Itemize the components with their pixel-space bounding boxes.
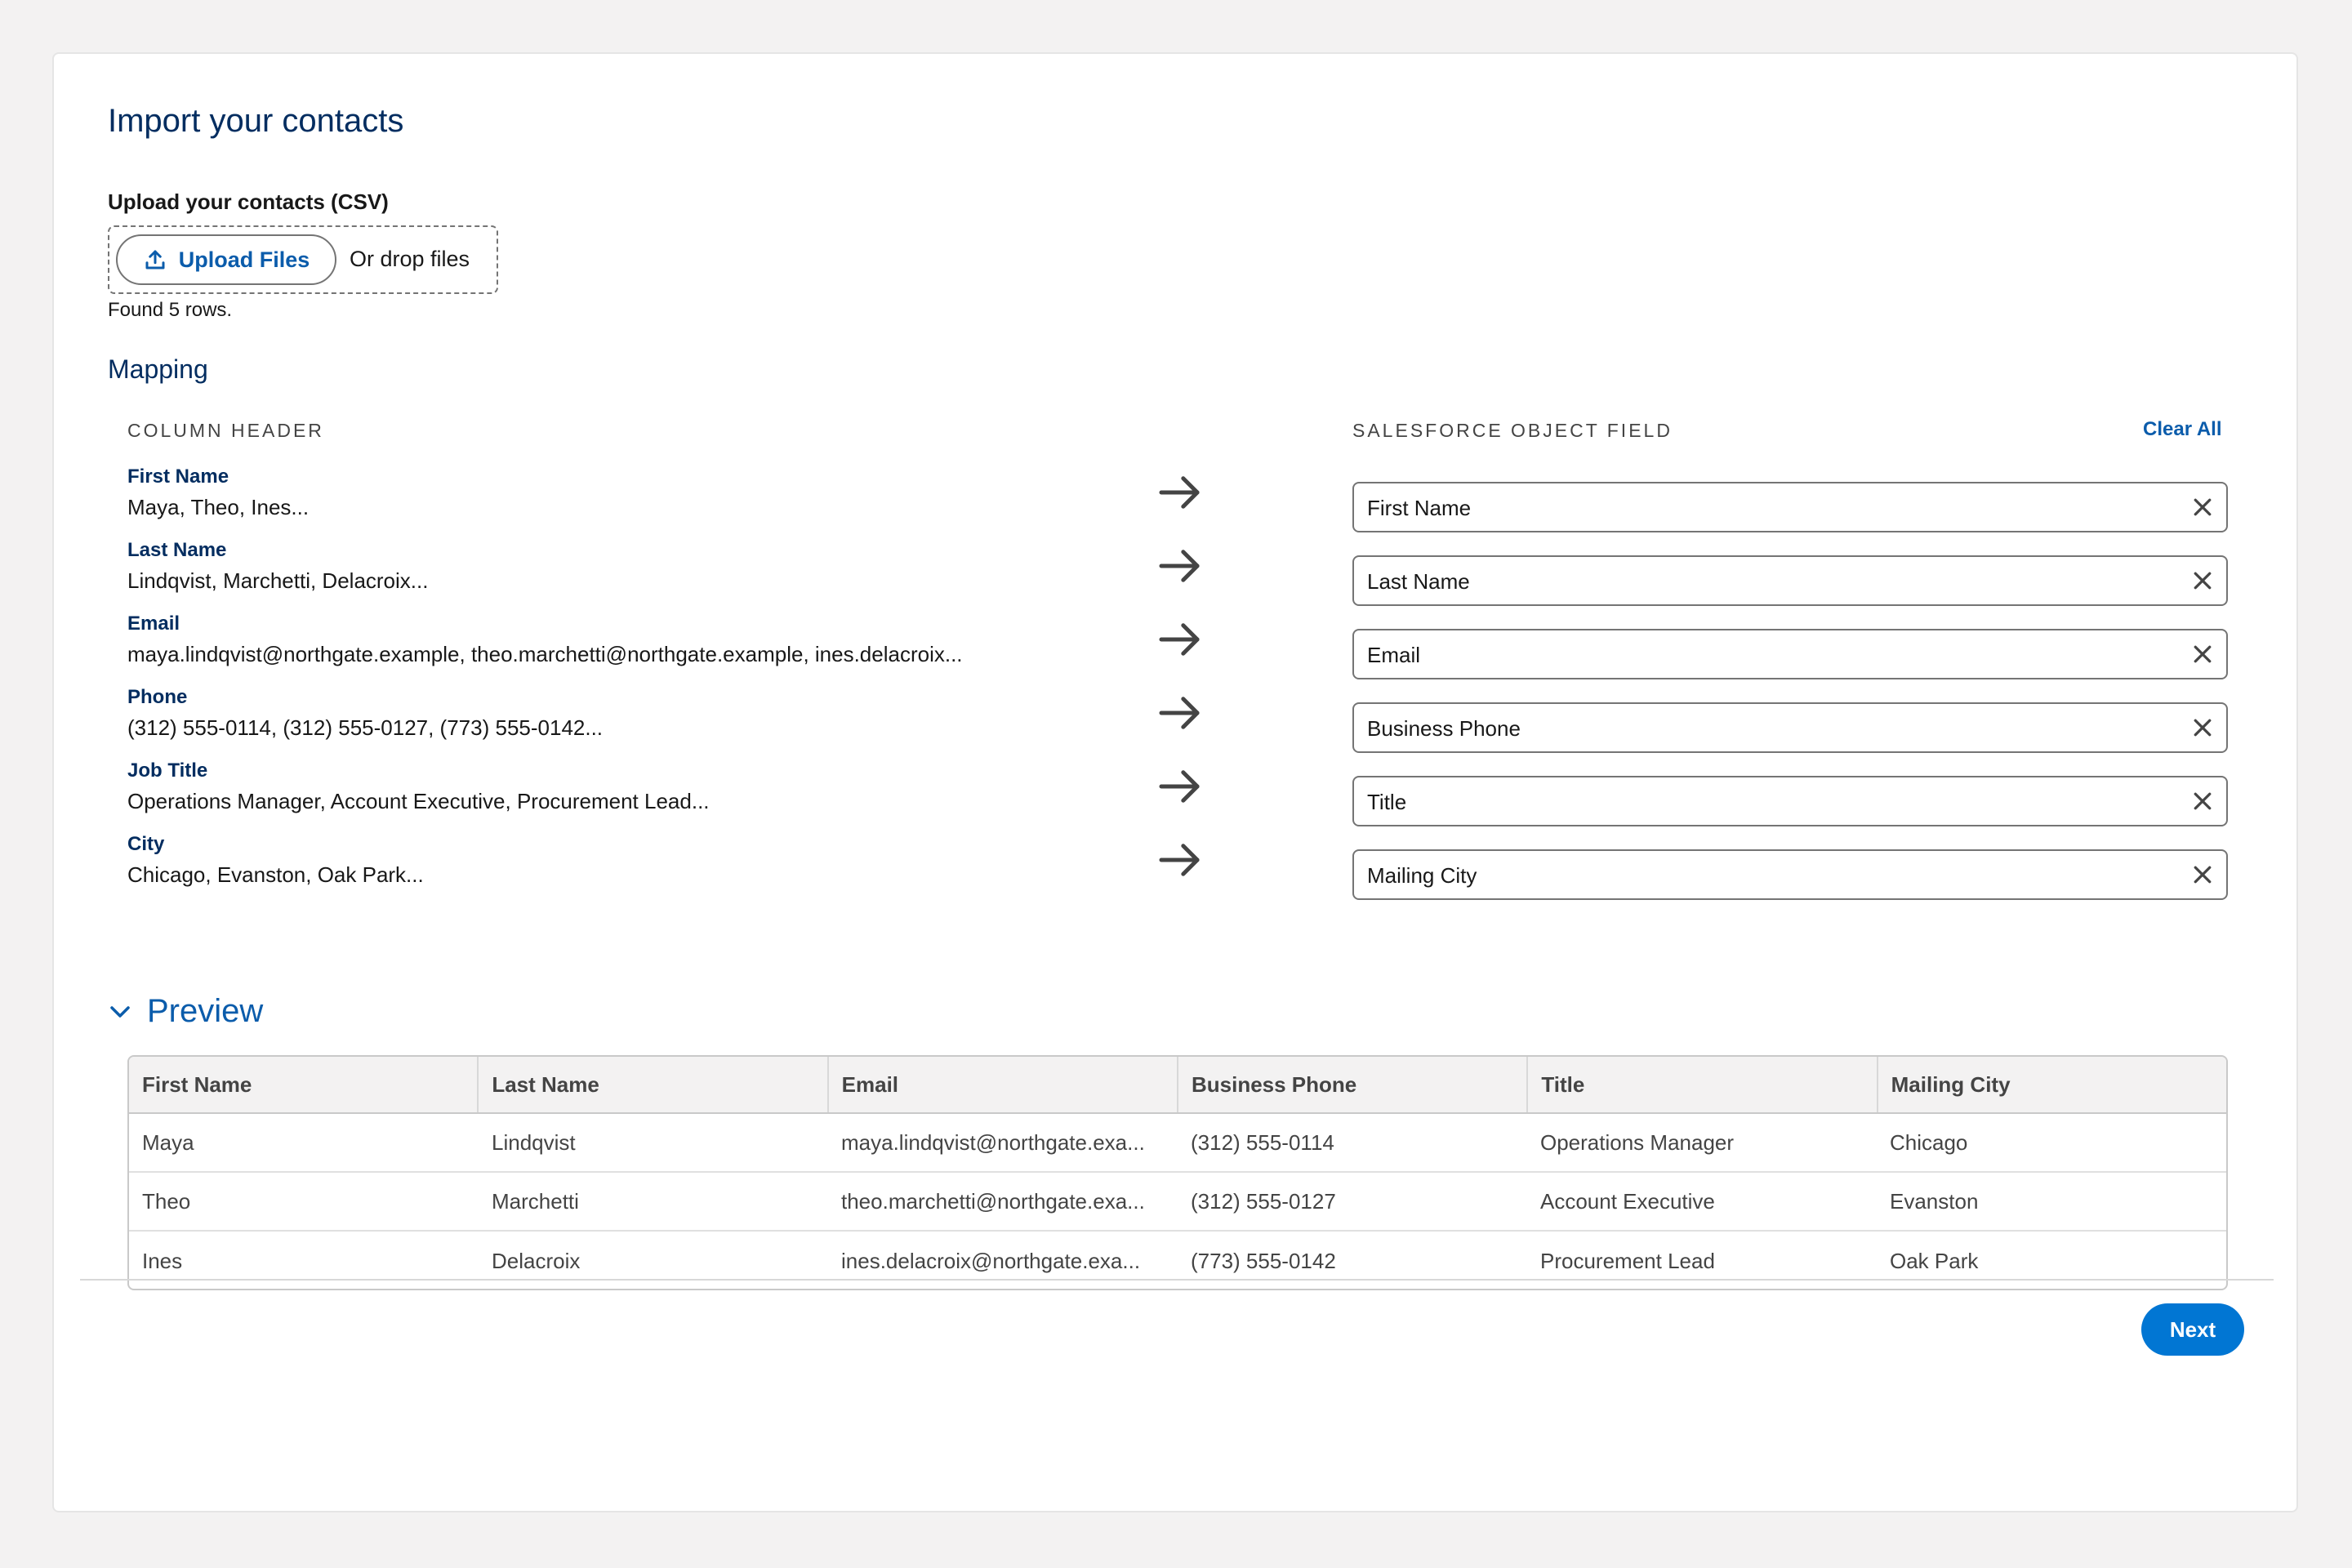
upload-icon: [143, 247, 167, 272]
mapping-title: Mapping: [108, 354, 208, 384]
preview-column-header: Business Phone: [1178, 1057, 1528, 1112]
mapping-column-name: Job Title: [127, 760, 208, 782]
mapping-column-name: Last Name: [127, 539, 227, 561]
preview-table-body: [129, 1114, 2226, 1290]
import-card: [52, 52, 2298, 1512]
close-icon[interactable]: [2190, 862, 2215, 887]
clear-all-link[interactable]: Clear All: [2143, 418, 2222, 440]
mapping-row: [54, 466, 2296, 539]
upload-status: Found 5 rows.: [108, 299, 233, 321]
table-cell: Oak Park: [1890, 1248, 1979, 1273]
table-cell: maya.lindqvist@northgate.exa...: [841, 1129, 1145, 1155]
object-field-value: Last Name: [1367, 569, 1470, 594]
mapping-column-name: First Name: [127, 466, 229, 488]
file-dropzone[interactable]: [108, 225, 498, 294]
table-cell: Delacroix: [492, 1248, 581, 1273]
object-field-value: First Name: [1367, 496, 1472, 520]
mapping-sample-values: Chicago, Evanston, Oak Park...: [127, 862, 424, 887]
page-title: Import your contacts: [108, 103, 404, 139]
close-icon[interactable]: [2190, 789, 2215, 813]
mapping-sample-values: (312) 555-0114, (312) 555-0127, (773) 555-0142...: [127, 715, 604, 740]
arrow-right-icon: [1158, 621, 1202, 658]
table-cell: Ines: [142, 1248, 183, 1273]
table-cell: (773) 555-0142: [1191, 1248, 1336, 1273]
mapping-column-name: Email: [127, 612, 180, 635]
table-cell: (312) 555-0127: [1191, 1188, 1336, 1214]
table-cell: Chicago: [1890, 1129, 1968, 1155]
close-icon[interactable]: [2190, 642, 2215, 666]
table-cell: ines.delacroix@northgate.exa...: [841, 1248, 1141, 1273]
table-row: [129, 1232, 2226, 1290]
table-cell: Maya: [142, 1129, 194, 1155]
mapping-sample-values: Lindqvist, Marchetti, Delacroix...: [127, 568, 429, 593]
object-field-select[interactable]: [1352, 849, 2228, 900]
table-cell: Theo: [142, 1188, 191, 1214]
next-button[interactable]: Next: [2141, 1303, 2244, 1356]
preview-column-header: First Name: [129, 1057, 479, 1112]
mapping-column-name: City: [127, 833, 165, 855]
preview-toggle[interactable]: [108, 993, 263, 1030]
arrow-right-icon: [1158, 694, 1202, 732]
table-cell: Procurement Lead: [1540, 1248, 1715, 1273]
mapping-row: [54, 833, 2296, 906]
mapping-sample-values: Operations Manager, Account Executive, Procurement Lead...: [127, 789, 710, 813]
upload-files-label: Upload Files: [178, 247, 310, 272]
close-icon[interactable]: [2190, 495, 2215, 519]
arrow-right-icon: [1158, 768, 1202, 805]
chevron-down-icon: [108, 1000, 132, 1024]
preview-column-header: Email: [829, 1057, 1178, 1112]
table-cell: Account Executive: [1540, 1188, 1715, 1214]
preview-table-header: [129, 1057, 2226, 1114]
table-cell: Evanston: [1890, 1188, 1979, 1214]
mapping-sample-values: Maya, Theo, Ines...: [127, 495, 310, 519]
mapping-row: [54, 686, 2296, 760]
mapping-sample-values: maya.lindqvist@northgate.example, theo.marchetti@northgate.example, ines.delacroix...: [127, 642, 963, 666]
object-field-value: Title: [1367, 790, 1407, 814]
table-row: [129, 1173, 2226, 1232]
object-field-select[interactable]: [1352, 702, 2228, 753]
close-icon[interactable]: [2190, 715, 2215, 740]
mapping-row: [54, 612, 2296, 686]
object-field-value: Email: [1367, 643, 1421, 667]
table-cell: Marchetti: [492, 1188, 579, 1214]
object-field-value: Business Phone: [1367, 716, 1521, 741]
preview-title: Preview: [147, 993, 264, 1029]
preview-column-header: Title: [1528, 1057, 1878, 1112]
mapping-row: [54, 539, 2296, 612]
footer-divider: [80, 1279, 2274, 1281]
column-header-label: COLUMN HEADER: [127, 420, 324, 441]
preview-column-header: Mailing City: [1891, 1071, 2011, 1097]
object-field-label: SALESFORCE OBJECT FIELD: [1352, 420, 1673, 441]
object-field-select[interactable]: [1352, 629, 2228, 679]
object-field-select[interactable]: [1352, 776, 2228, 826]
object-field-select[interactable]: [1352, 482, 2228, 532]
table-cell: (312) 555-0114: [1191, 1129, 1334, 1155]
arrow-right-icon: [1158, 547, 1202, 585]
preview-table: [127, 1055, 2228, 1290]
object-field-select[interactable]: [1352, 555, 2228, 606]
mapping-row: [54, 760, 2296, 833]
object-field-value: Mailing City: [1367, 863, 1477, 888]
arrow-right-icon: [1158, 841, 1202, 879]
table-row: [129, 1114, 2226, 1173]
mapping-column-name: Phone: [127, 686, 188, 708]
arrow-right-icon: [1158, 474, 1202, 511]
table-cell: Operations Manager: [1540, 1129, 1735, 1155]
upload-files-button[interactable]: [116, 234, 336, 285]
upload-label: Upload your contacts (CSV): [108, 189, 389, 214]
drop-files-text: Or drop files: [350, 247, 470, 271]
close-icon[interactable]: [2190, 568, 2215, 593]
preview-column-header: Last Name: [479, 1057, 828, 1112]
table-cell: Lindqvist: [492, 1129, 576, 1155]
table-cell: theo.marchetti@northgate.exa...: [841, 1188, 1145, 1214]
